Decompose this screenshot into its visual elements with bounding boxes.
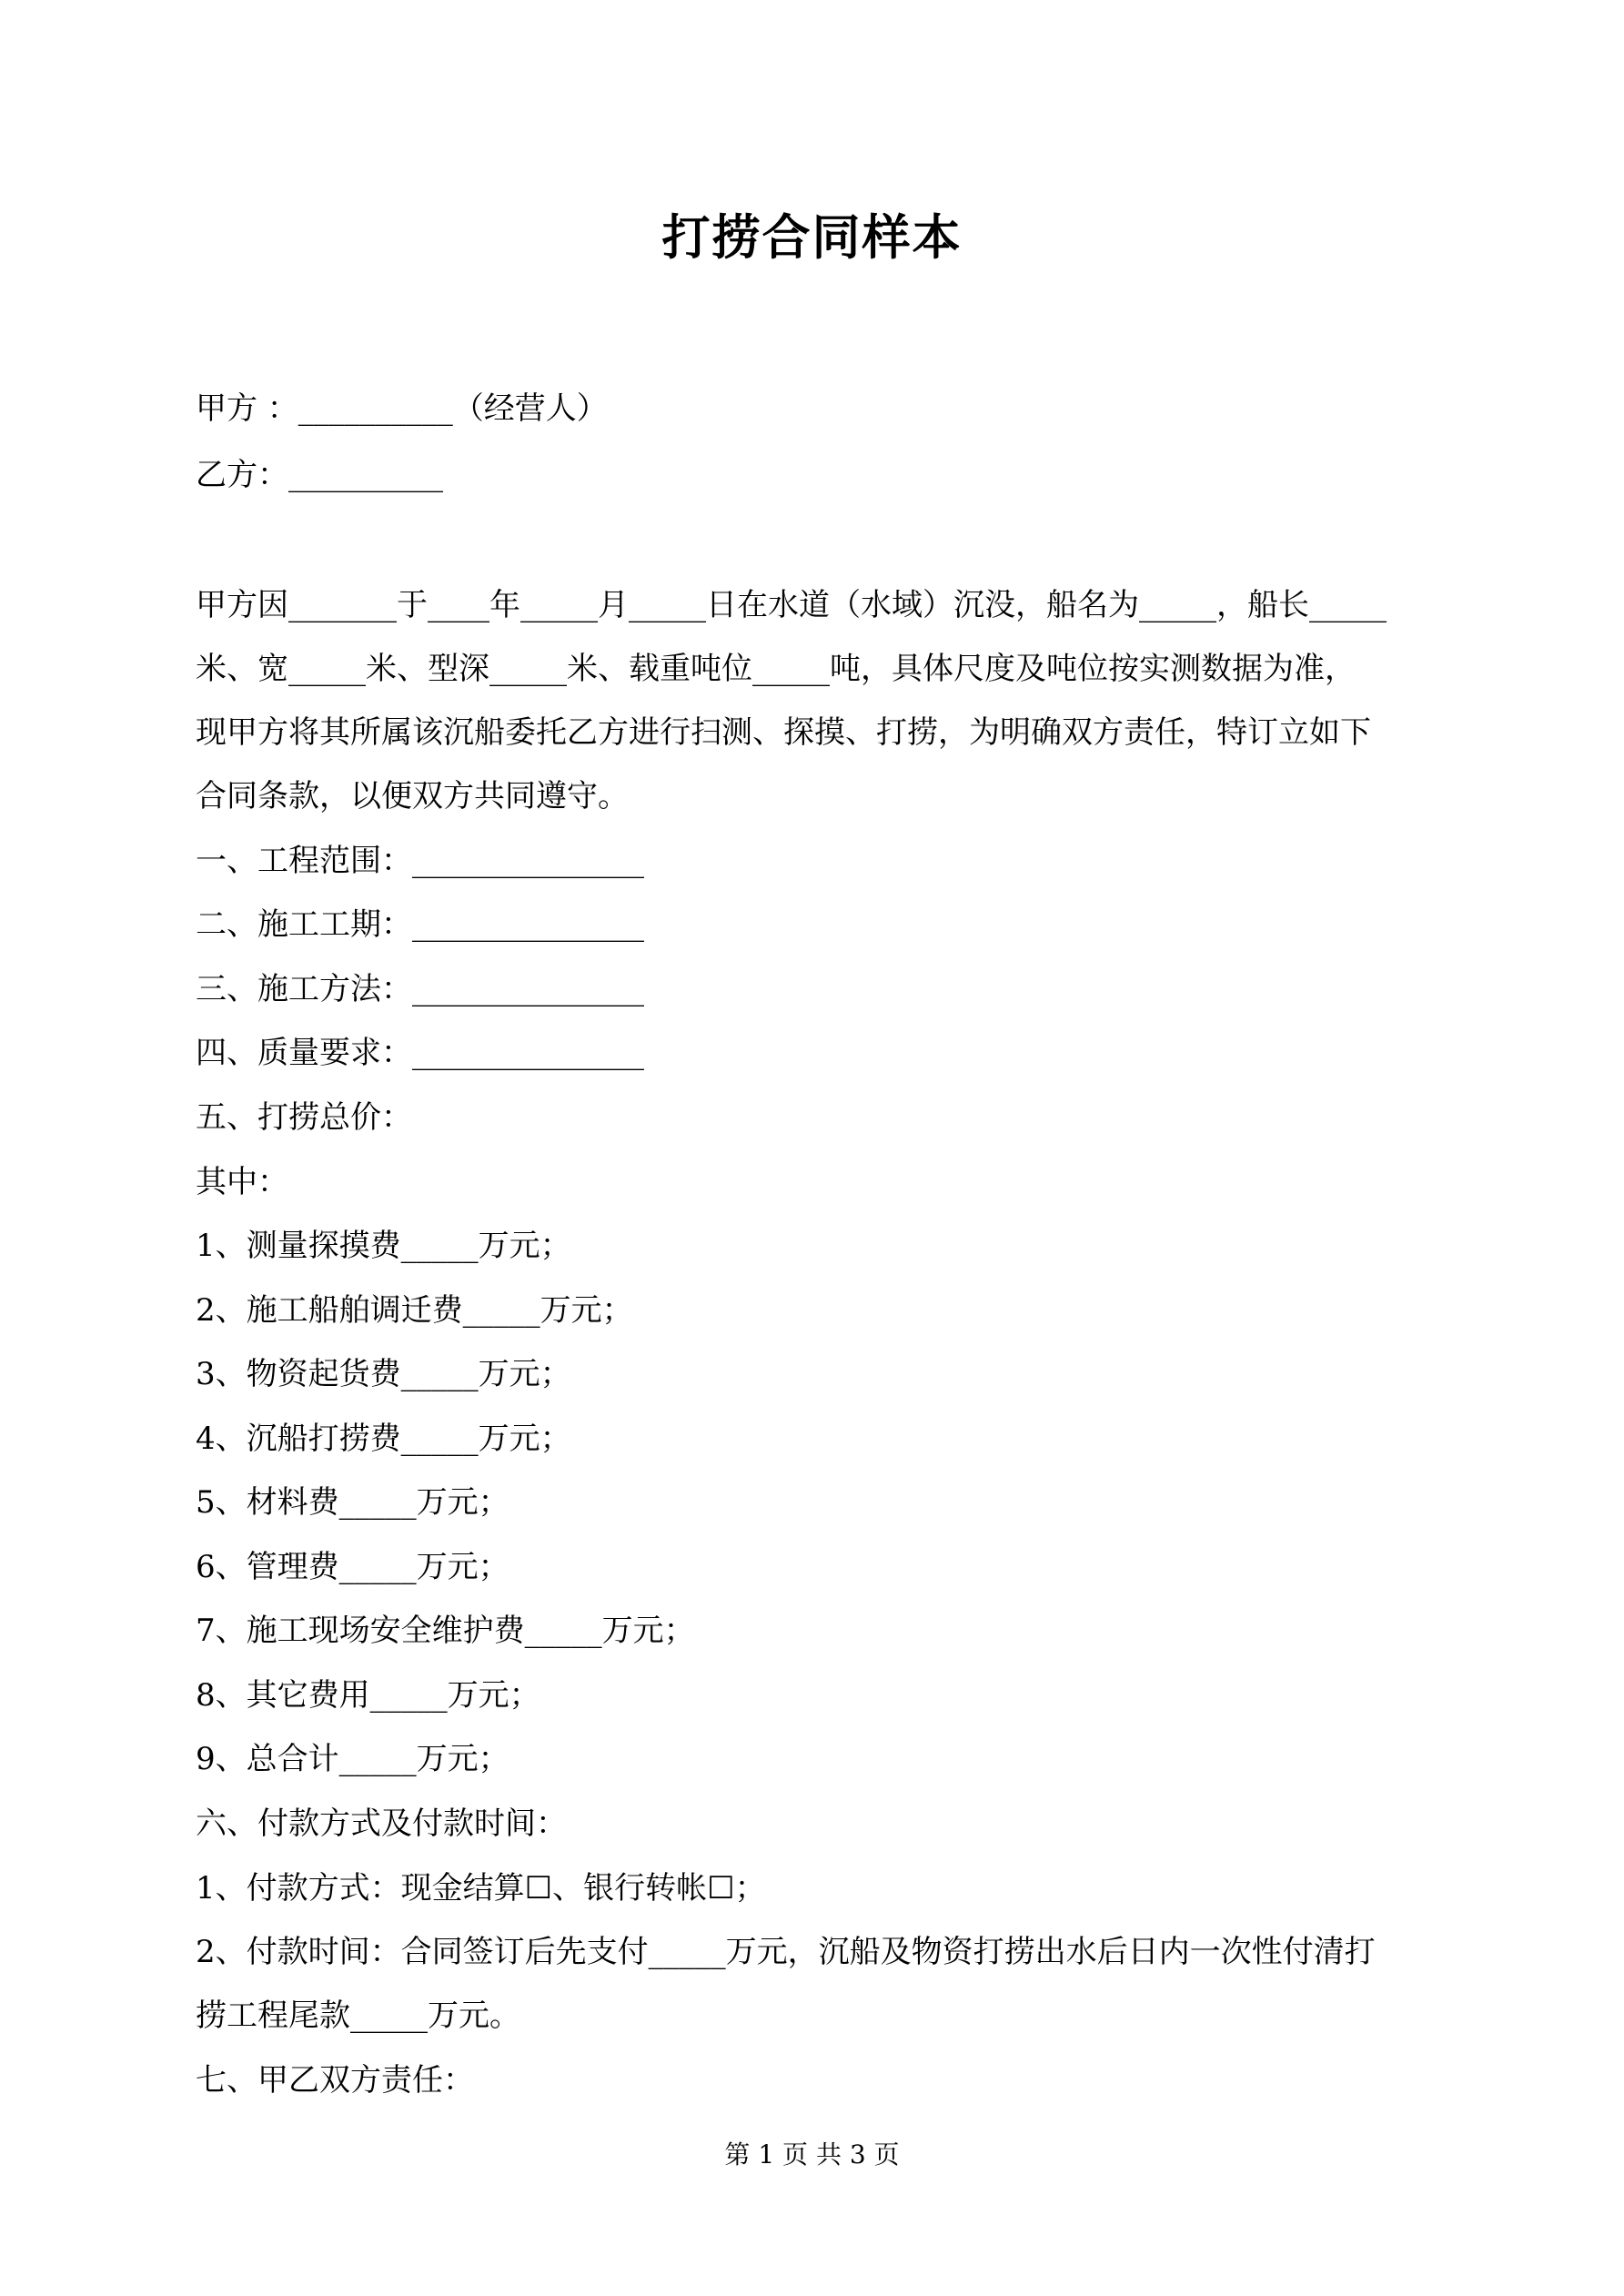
party-b-line: 乙方：__________: [196, 457, 443, 493]
paragraph-line: 合同条款，以便双方共同遵守。: [196, 778, 629, 814]
sub-heading: 其中：: [196, 1164, 288, 1200]
clause-heading: 三、施工方法：_______________: [196, 971, 644, 1007]
party-a-line: 甲方 ：__________（经营人）: [196, 390, 608, 427]
clause-heading: 七、甲乙双方责任：: [196, 2062, 474, 2099]
fee-item: 5、材料费_____万元；: [196, 1484, 509, 1521]
fee-item: 8、其它费用_____万元；: [196, 1677, 540, 1714]
fee-item: 1、测量探摸费_____万元；: [196, 1228, 571, 1264]
clause-heading: 五、打捞总价：: [196, 1099, 412, 1136]
payment-time-line: 捞工程尾款_____万元。: [196, 1998, 520, 2034]
paragraph-line: 甲方因_______于____年_____月_____日在水道（水域）沉没，船名为_____，船长_____: [196, 587, 1387, 623]
fee-item: 2、施工船舶调迁费_____万元；: [196, 1292, 633, 1329]
clause-heading: 一、工程范围：_______________: [196, 843, 644, 879]
clause-heading: 六、付款方式及付款时间：: [196, 1805, 567, 1842]
paragraph-line: 米、宽_____米、型深_____米、载重吨位_____吨，具体尺度及吨位按实测数据为准，: [196, 651, 1356, 687]
paragraph-line: 现甲方将其所属该沉船委托乙方进行扫测、探摸、打捞，为明确双方责任，特订立如下: [196, 714, 1371, 751]
fee-item: 6、管理费_____万元；: [196, 1549, 509, 1585]
payment-time-line: 2、付款时间：合同签订后先支付_____万元，沉船及物资打捞出水后日内一次性付清打: [196, 1934, 1376, 1970]
clause-heading: 二、施工工期：_______________: [196, 906, 644, 943]
fee-item: 7、施工现场安全维护费_____万元；: [196, 1613, 695, 1649]
fee-item: 4、沉船打捞费_____万元；: [196, 1421, 571, 1457]
document-title: 打捞合同样本: [661, 209, 963, 266]
page-footer: 第 1 页 共 3 页: [724, 2139, 900, 2170]
fee-item: 9、总合计_____万元；: [196, 1741, 509, 1777]
fee-item: 3、物资起货费_____万元；: [196, 1356, 571, 1392]
payment-method-line: 1、付款方式：现金结算☐、银行转帐☐；: [196, 1870, 766, 1907]
clause-heading: 四、质量要求：_______________: [196, 1035, 644, 1071]
